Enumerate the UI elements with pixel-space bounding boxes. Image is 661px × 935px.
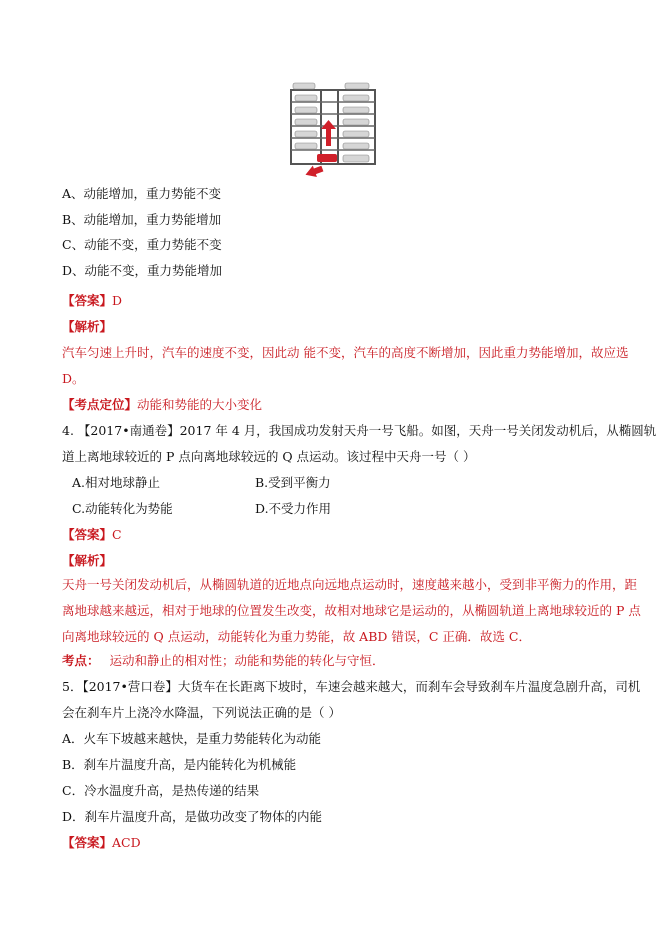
q5-stem-line-1: 5．【2017•营口卷】大货车在长距离下坡时，车速会越来越大，而刹车会导致刹车片温度急剧升高，司机 — [62, 679, 641, 694]
point-value: 运动和静止的相对性；动能和势能的转化与守恒． — [109, 653, 385, 668]
q3-analysis-line-1: 汽车匀速上升时，汽车的速度不变，因此动 能不变，汽车的高度不断增加，因此重力势能增加，故应选 — [62, 345, 629, 360]
answer-tag: 【答案】 — [62, 527, 113, 542]
q4-option-b: B.受到平衡力 — [255, 475, 331, 490]
q4-stem-line-1: 4. 【2017•南通卷】2017 年 4 月，我国成功发射天舟一号飞船。如图，天舟一号关闭发动机后，从椭圆轨 — [62, 423, 657, 438]
q5-option-c: C．冷水温度升高，是热传递的结果 — [62, 783, 260, 798]
answer-value: C — [112, 527, 122, 542]
answer-tag: 【答案】 — [62, 835, 113, 850]
q3-point — [62, 396, 262, 414]
point-value: 动能和势能的大小变化 — [137, 397, 263, 412]
q3-analysis-line-2: D。 — [62, 371, 85, 386]
q3-analysis-tag: 【解析】 — [62, 319, 113, 334]
answer-value: ACD — [112, 835, 141, 850]
q4-option-c: C.动能转化为势能 — [72, 501, 173, 516]
q4-analysis-tag: 【解析】 — [62, 553, 113, 568]
parking-garage-illustration — [283, 80, 383, 177]
q3-answer — [62, 292, 122, 310]
q3-option-d: D、动能不变，重力势能增加 — [62, 263, 223, 278]
q5-option-d: D．刹车片温度升高，是做功改变了物体的内能 — [62, 809, 323, 824]
q4-option-d: D.不受力作用 — [255, 501, 332, 516]
q4-answer — [62, 526, 122, 544]
q3-option-c: C、动能不变，重力势能不变 — [62, 237, 222, 252]
answer-tag: 【答案】 — [62, 293, 113, 308]
q5-option-a: A．火车下坡越来越快，是重力势能转化为动能 — [62, 731, 322, 746]
q5-stem-line-2: 会在刹车片上浇冷水降温，下列说法正确的是（ ） — [62, 705, 341, 720]
q4-option-a: A.相对地球静止 — [72, 475, 161, 490]
q3-option-b: B、动能增加，重力势能增加 — [62, 212, 222, 227]
q4-analysis-line-1: 天舟一号关闭发动机后，从椭圆轨道的近地点向远地点运动时，速度越来越小，受到非平衡力的作用，距 — [62, 577, 638, 592]
point-label: 考点： — [62, 653, 100, 668]
point-tag: 【考点定位】 — [62, 397, 138, 412]
q4-analysis-line-2: 离地球越来越远，相对于地球的位置发生改变，故相对地球它是运动的，从椭圆轨道上离地球较近的 P 点 — [62, 603, 641, 618]
q3-option-a: A、动能增加，重力势能不变 — [62, 186, 222, 201]
q4-point — [62, 652, 385, 670]
q5-option-b: B．刹车片温度升高，是内能转化为机械能 — [62, 757, 297, 772]
answer-value: D — [112, 293, 123, 308]
q4-stem-line-2: 道上离地球较近的 P 点向离地球较远的 Q 点运动。该过程中天舟一号（ ） — [62, 449, 476, 464]
q5-answer — [62, 834, 141, 852]
q4-analysis-line-3: 向离地球较远的 Q 点运动，动能转化为重力势能，故 ABD 错误，C 正确．故选 C． — [62, 629, 531, 644]
